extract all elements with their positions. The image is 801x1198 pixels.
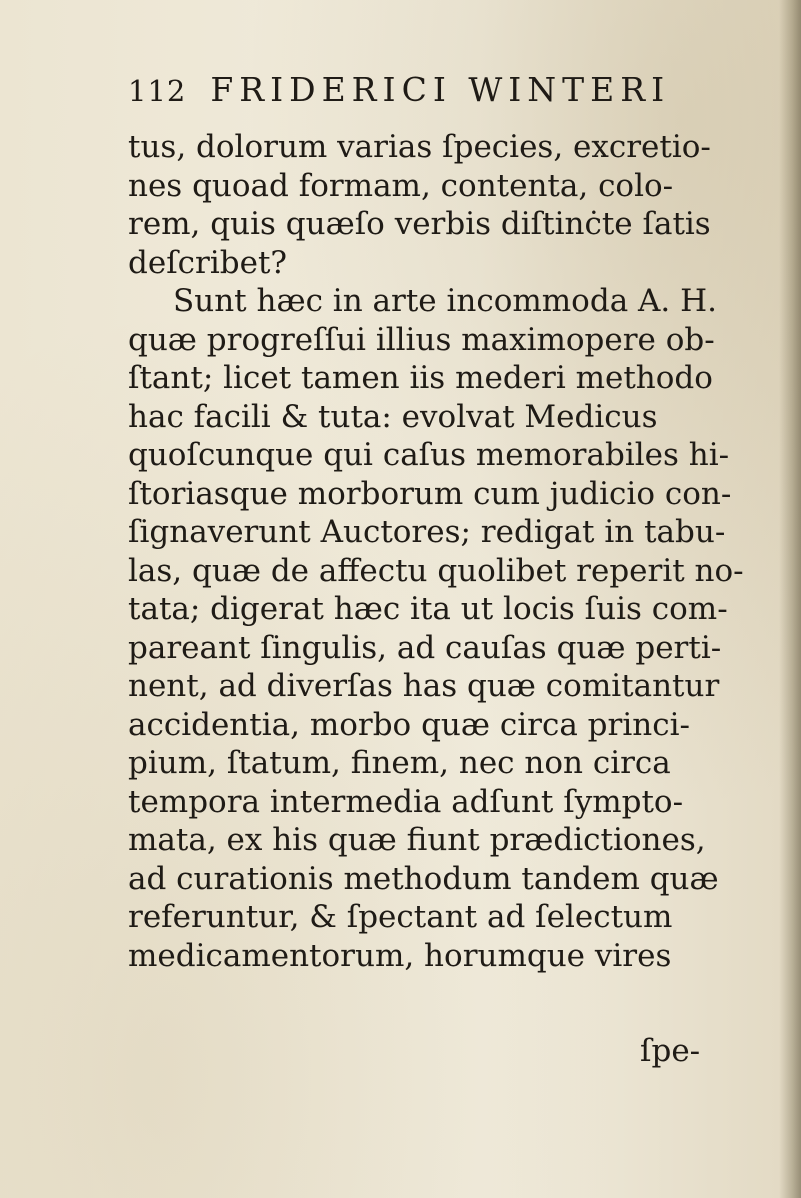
catchword: ſpe- (640, 1033, 701, 1069)
page-edge-shadow (779, 0, 801, 1198)
text-line: las, quæ de affectu quolibet reperit no- (128, 552, 744, 589)
text-line: ſtant; licet tamen iis mederi methodo (128, 360, 713, 396)
running-head: FRIDERICI WINTERI (210, 70, 671, 109)
text-line: ſignaverunt Auctores; redigat in tabu- (128, 514, 726, 550)
page-header (128, 70, 728, 120)
paragraph-start-line: Sunt hæc in arte incommoda A. H. (173, 283, 718, 319)
text-line: mata, ex his quæ fiunt prædictiones, (128, 822, 706, 858)
text-line: deſcribet? (128, 244, 288, 281)
text-line: quoſcunque qui caſus memorabiles hi- (128, 437, 730, 473)
page-number: 112 (128, 74, 187, 108)
text-line: tempora intermedia adſunt ſympto- (128, 783, 684, 820)
text-line: rem, quis quæſo verbis diſtinċte ſatis (128, 206, 711, 242)
text-line: nent, ad diverſas has quæ comitantur (128, 668, 720, 704)
text-line: medicamentorum, horumque vires (128, 937, 672, 974)
text-line: quæ progreſſui illius maximopere ob- (128, 321, 715, 358)
text-line: referuntur, & ſpectant ad ſelectum (128, 899, 673, 935)
text-line: tus, dolorum varias ſpecies, excretio- (128, 129, 711, 165)
text-line: ſtoriasque morborum cum judicio con- (128, 475, 732, 512)
text-line: tata; digerat hæc ita ut locis ſuis com- (128, 591, 728, 627)
text-line: pareant ſingulis, ad cauſas quæ perti- (128, 629, 722, 666)
text-line: hac facili & tuta: evolvat Medicus (128, 398, 658, 435)
text-line: ad curationis methodum tandem quæ (128, 860, 719, 897)
text-line: accidentia, morbo quæ circa princi- (128, 706, 690, 743)
text-line: pium, ſtatum, finem, nec non circa (128, 745, 671, 781)
text-line: nes quoad formam, contenta, colo- (128, 167, 674, 204)
body-text (128, 128, 748, 975)
